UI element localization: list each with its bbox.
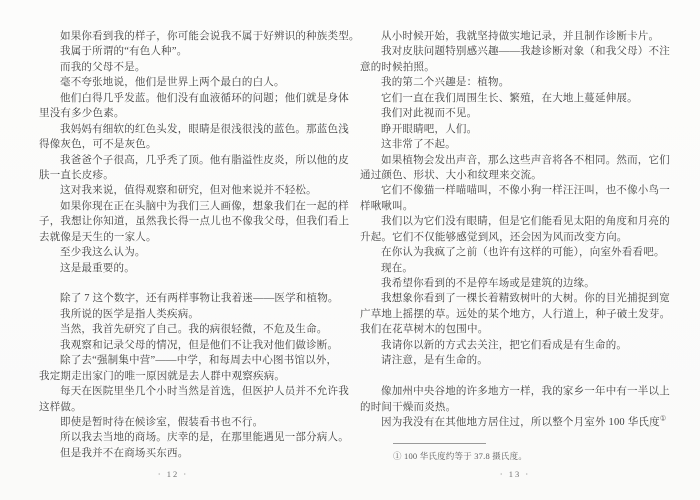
blank-line	[360, 369, 654, 384]
text-line: 通过颜色、形状、大小和纹理来交流。	[360, 169, 542, 181]
text-line: 得像灰色，可不是灰色。	[39, 139, 157, 151]
page-number-right: · 13 ·	[499, 469, 531, 479]
text-line: 每天在医院里坐几个小时当然是首选，但医护人员并不允许我	[60, 386, 349, 398]
text-line: 请注意，是有生命的。	[381, 355, 488, 367]
text-line: 他们白得几乎发蓝。他们没有血液循环的问题；他们就是身体	[60, 92, 349, 104]
text-line: 当然，我首先研究了自己。我的病很轻微，不危及生命。	[60, 324, 328, 336]
text-line: 我请你以新的方式去关注，把它们看成是有生命的。	[381, 339, 628, 351]
text-line: 我的第二个兴趣是：植物。	[381, 77, 510, 89]
text-line: 如果你看到我的样子，你可能会说我不属于好辨识的种族类型。	[60, 31, 360, 42]
text-line: 我们以为它们没有眼睛，但是它们能看见太阳的角度和月亮的	[381, 216, 670, 228]
text-line: 我爸爸个子很高，几乎秃了顶。他有脂溢性皮炎，所以他的皮	[60, 154, 349, 166]
text-line: 所以我去当地的商场。庆幸的是，在那里能遇见一部分病人。	[60, 432, 349, 444]
text-line: 我对皮肤问题特别感兴趣——我趁诊断对象（和我父母）不注	[381, 46, 670, 58]
text-line: 即使是暂时待在候诊室，假装看书也不行。	[60, 416, 264, 428]
text-line: 我属于所谓的“有色人种”。	[60, 46, 188, 58]
text-line: 子，我想让你知道，虽然我长得一点儿也不像我父母，但我们看上	[39, 216, 350, 228]
text-line: 这对我来说，值得观察和研究，但对他来说并不轻松。	[60, 185, 317, 197]
footnote-text: ① 100 华氏度约等于 37.8 摄氏度。	[393, 451, 528, 461]
text-line: 广草地上摇摆的草。远处的某个地方，人行道上，种子破土发芽。	[360, 308, 671, 320]
blank-line	[39, 276, 325, 291]
text-line: 除了 7 这个数字，还有两样事物让我着迷——医学和植物。	[60, 293, 339, 305]
page-left-text-block	[39, 29, 360, 461]
text-line: 它们一直在我们周围生长、繁殖，在大地上蔓延伸展。	[381, 92, 638, 104]
text-line: 我希望你看到的不是停车场或是建筑的边缘。	[381, 278, 595, 289]
text-line: 肤一直长皮疹。	[39, 169, 114, 181]
text-line: 样啾啾叫。	[360, 200, 414, 212]
text-line: 我观察和记录父母的情况，但是他们不让我对他们做诊断。	[60, 339, 339, 351]
text-line: 去就像是天生的一家人。	[39, 231, 157, 243]
text-line: 我想象你看到了一棵长着精致树叶的大树。你的目光捕捉到宽	[381, 293, 670, 305]
footnote-ref-marker: ①	[659, 414, 667, 423]
text-line: 睁开眼睛吧，人们。	[381, 123, 478, 135]
text-line: 我所说的医学是指人类疾病。	[60, 308, 200, 320]
text-line: 这非常了不起。	[381, 139, 456, 151]
text-line: 我妈妈有细软的红色头发，眼睛是很浅很浅的蓝色。那蓝色浅	[60, 123, 349, 135]
footnote-divider	[393, 443, 486, 444]
text-line: 里没有多少色素。	[39, 108, 125, 120]
text-line: 我定期走出家门的唯一原因就是去人群中观察疾病。	[39, 370, 286, 382]
text-line: 如果植物会发出声音，那么这些声音将各不相同。然而，它们	[381, 154, 670, 166]
text-line: 如果你现在正在头脑中为我们三人画像，想象我们在一起的样	[60, 200, 349, 212]
text-line: 现在。	[381, 262, 414, 274]
text-line: 它们不像猫一样喵喵叫，不像小狗一样汪汪叫，也不像小鸟一	[381, 185, 670, 197]
text-line: 这是最重要的。	[60, 262, 135, 274]
text-line: 像加州中央谷地的许多地方一样，我的家乡一年中有一半以上	[381, 386, 670, 398]
text-line: 升起。它们不仅能够感觉到风，还会因为风而改变方向。	[360, 231, 628, 243]
text-line: 我们对此视而不见。	[381, 108, 478, 120]
text-line: 除了去“强制集中营”——中学，和每周去中心图书馆以外，	[60, 355, 338, 367]
text-line: 但是我并不在商场买东西。	[60, 447, 189, 459]
text-line: 在你认为我疯了之前（也许有这样的可能），向室外看看吧。	[381, 247, 665, 259]
text-line: 至少我这么认为。	[60, 247, 146, 259]
text-line: 毫不夸张地说，他们是世界上两个最白的白人。	[60, 77, 285, 89]
page-right-text-block	[360, 29, 671, 430]
page-number-left: · 12 ·	[157, 469, 189, 479]
text-line: 因为我没有在其他地方居住过，所以整个月室外 100 华氏度①	[381, 414, 667, 428]
text-line: 的时间干燥而炎热。	[360, 401, 457, 413]
text-line: 这样做。	[39, 401, 82, 413]
text-line: 从小时候开始，我就坚持做实地记录，并且制作诊断卡片。	[381, 31, 660, 42]
text-line: 而我的父母不是。	[60, 61, 146, 73]
text-line: 我们在花草树木的包围中。	[360, 324, 489, 336]
text-line: 意的时候拍照。	[360, 61, 435, 73]
